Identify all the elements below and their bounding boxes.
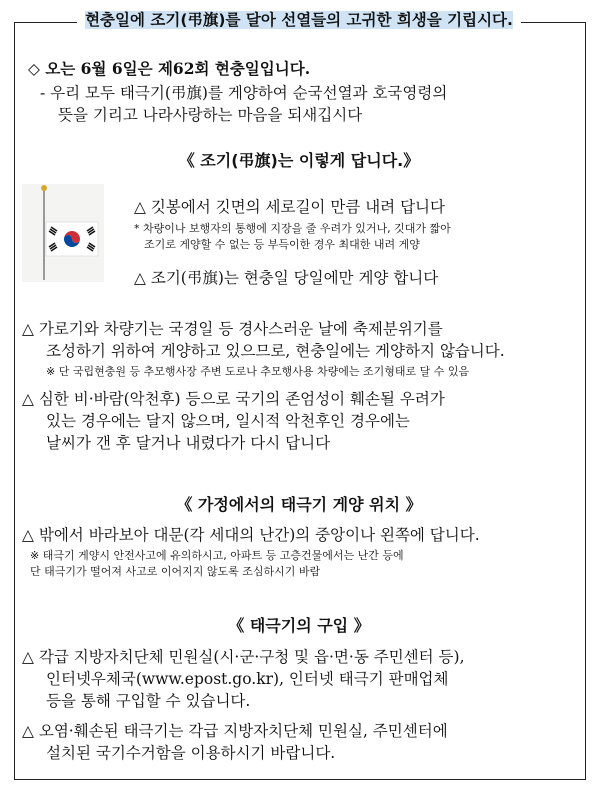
section1-item4b: 있는 경우에는 달지 않으며, 일시적 악천후인 경우에는	[46, 412, 410, 430]
section2-body	[0, 524, 598, 580]
diamond-icon: ◇	[28, 59, 40, 78]
section1-item4a: △ 심한 비·바람(악천후) 등으로 국기의 존엄성이 훼손될 우려가	[22, 390, 445, 408]
title-text-before: 현충일에 조기(	[85, 11, 188, 29]
section1-rules	[0, 318, 598, 454]
section1-note1a: * 차량이나 보행자의 통행에 지장을 줄 우려가 있거나, 깃대가 짧아	[134, 222, 451, 235]
dash-marker: -	[40, 84, 46, 102]
section2-item1: △ 밖에서 바라보아 대문(각 세대의 난간)의 중앙이나 왼쪽에 답니다.	[22, 526, 480, 544]
section3-body	[0, 646, 598, 764]
section1-item2: △ 조기(弔旗)는 현충일 당일에만 게양 합니다	[134, 269, 439, 287]
title-text-after: )를 달아 선열들의 고귀한 희생을 기립시다.	[218, 11, 513, 29]
section1-heading: 《 조기(弔旗)는 이렇게 답니다.》	[178, 151, 420, 170]
section3-item2a: △ 오염·훼손된 태극기는 각급 지방자치단체 민원실, 주민센터에	[22, 722, 448, 740]
intro-line2-row	[0, 82, 598, 104]
section2-note1b: 단 태극기가 떨어져 사고로 이어지지 않도록 조심하시기 바람	[30, 565, 321, 578]
title-hanja: 弔旗	[187, 11, 219, 29]
section1-item4c: 날씨가 갠 후 달거나 내렸다가 다시 답니다	[46, 434, 331, 452]
section3-item2b: 설치된 국기수거함을 이용하시기 바랍니다.	[46, 744, 336, 762]
section3-item1c: 등을 통해 구입할 수 있습니다.	[46, 692, 251, 710]
section3-item1b: 인터넷우체국(www.epost.go.kr), 인터넷 태극기 판매업체	[46, 670, 449, 688]
section2-note1a: ※ 태극기 게양시 안전사고에 유의하시고, 아파트 등 고층건물에서는 난간 등에	[30, 549, 404, 562]
intro-section	[0, 58, 598, 126]
intro-line1: 오는 6월 6일은 제62회 현충일입니다.	[45, 59, 311, 78]
section1-flag-notes	[0, 196, 598, 289]
section3-heading: 《 태극기의 구입 》	[228, 616, 370, 635]
page-title	[77, 6, 521, 32]
section1-note1b: 조기로 게양할 수 없는 등 부득이한 경우 최대한 내려 게양	[144, 238, 420, 251]
title-bar	[0, 6, 598, 32]
intro-line2: 우리 모두 태극기(弔旗)를 게양하여 순국선열과 호국영령의	[50, 84, 448, 102]
section1-item3b: 조성하기 위하여 게양하고 있으므로, 현충일에는 게양하지 않습니다.	[46, 342, 505, 360]
section1-note3: ※ 단 국립현충원 등 추모행사장 주변 도로나 추모행사용 차량에는 조기형태로 달 수 있음	[46, 365, 470, 378]
section3-item1a: △ 각급 지방자치단체 민원실(시·군·구청 및 읍·면·동 주민센터 등),	[22, 648, 465, 666]
section2-heading: 《 가정에서의 태극기 게양 위치 》	[176, 495, 422, 514]
section1-item3a: △ 가로기와 차량기는 국경일 등 경사스러운 날에 축제분위기를	[22, 320, 443, 338]
intro-headline	[0, 58, 598, 80]
intro-line3: 뜻을 기리고 나라사랑하는 마음을 되새깁시다	[58, 106, 363, 124]
section1-item1: △ 깃봉에서 깃면의 세로길이 만큼 내려 답니다	[134, 198, 445, 216]
